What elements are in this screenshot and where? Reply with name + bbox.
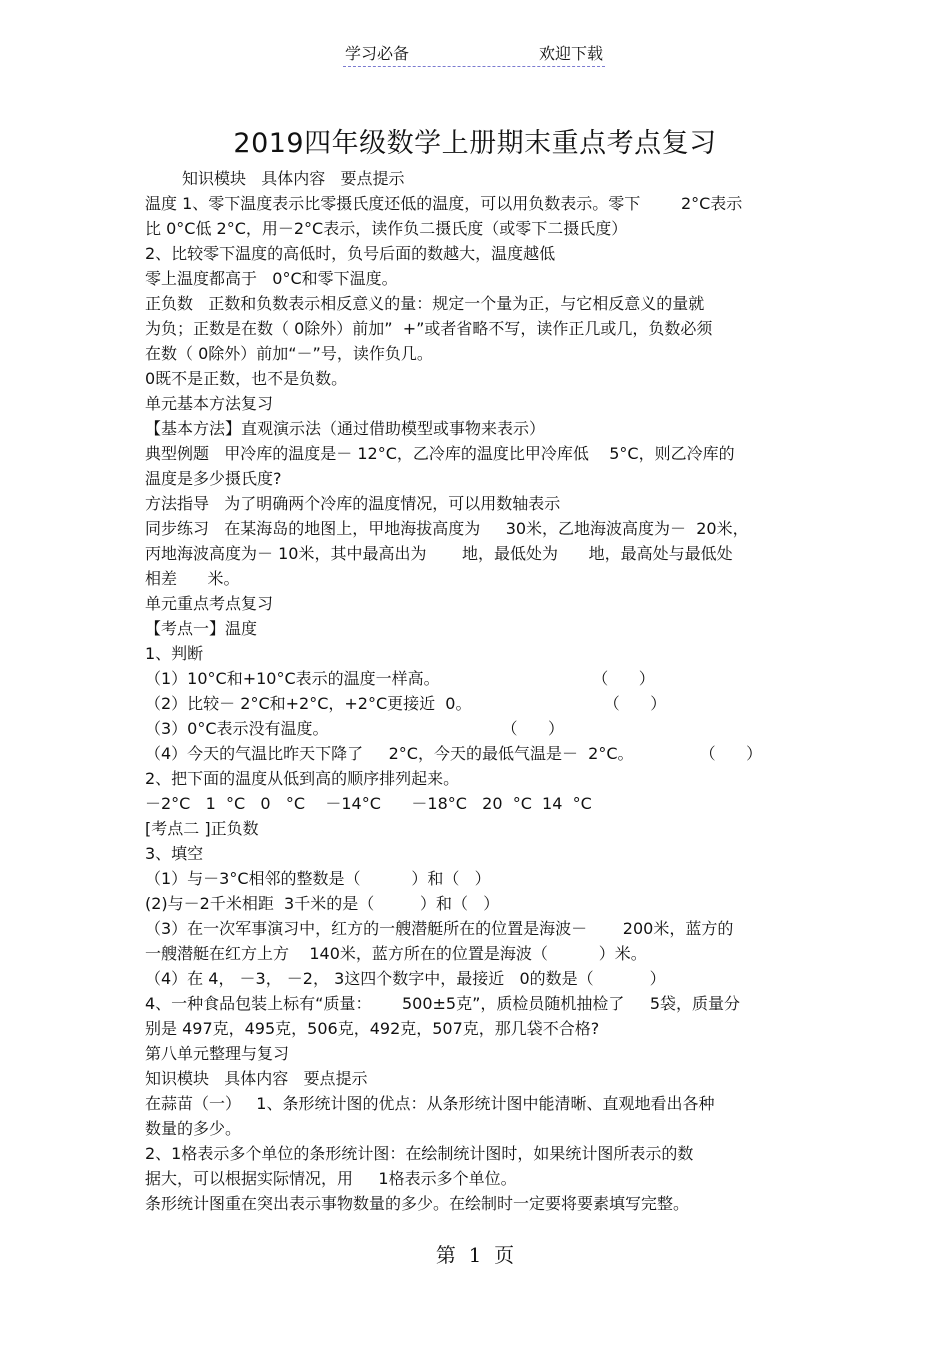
question-line: （2）比较－ 2°C和+2°C，+2°C更接近 0。 （ ） (145, 694, 667, 713)
question-line: （1）与－3°C相邻的整数是（ ）和（ ） (145, 869, 491, 888)
text-line: －2°C 1 °C 0 °C －14°C －18°C 20 °C 14 °C (145, 794, 592, 813)
text-line: 温度 1、零下温度表示比零摄氏度还低的温度，可以用负数表示。零下 2°C表示 (145, 194, 743, 213)
section-header-line: 知识模块 具体内容 要点提示 (182, 169, 405, 188)
text-line: 【基本方法】直观演示法（通过借助模型或事物来表示） (145, 419, 546, 438)
text-line: 丙地海波高度为－ 10米，其中最高出为 地，最低处为 地，最高处与最低处 (145, 544, 733, 563)
text-line: 零上温度都高于 0°C和零下温度。 (145, 269, 398, 288)
page-header (343, 40, 605, 67)
question-line: （1）10°C和+10°C表示的温度一样高。 （ ） (145, 669, 655, 688)
text-line: 数量的多少。 (145, 1119, 242, 1138)
question-line: （4）在 4， －3， －2， 3这四个数字中，最接近 0的数是（ ） (145, 969, 666, 988)
text-line: 1、判断 (145, 644, 204, 663)
text-line: 温度是多少摄氏度? (145, 469, 282, 488)
question-line: 一艘潜艇在红方上方 140米，蓝方所在的位置是海波（ ）米。 (145, 944, 647, 963)
text-line: 3、填空 (145, 844, 204, 863)
section-heading: 单元重点考点复习 (145, 594, 274, 613)
text-line: 知识模块 具体内容 要点提示 (145, 1069, 368, 1088)
text-line: 比 0°C低 2°C，用－2°C表示，读作负二摄氏度（或零下二摄氏度） (145, 219, 628, 238)
text-line: 2、把下面的温度从低到高的顺序排列起来。 (145, 769, 460, 788)
header-right-text: 欢迎下载 (538, 44, 603, 63)
question-line: （3）在一次军事演习中，红方的一艘潜艇所在的位置是海波－ 200米，蓝方的 (145, 919, 734, 938)
section-heading: 单元基本方法复习 (145, 394, 274, 413)
text-line: 为负；正数是在数（ 0除外）前加” +”或者省略不写，读作正几或几，负数必须 (145, 319, 713, 338)
text-line: 方法指导 为了明确两个冷库的温度情况，可以用数轴表示 (145, 494, 561, 513)
text-line: 同步练习 在某海岛的地图上，甲地海拔高度为 30米，乙地海波高度为－ 20米， (145, 519, 749, 538)
question-line: （4）今天的气温比昨天下降了 2°C，今天的最低气温是－ 2°C。 （ ） (145, 744, 763, 763)
text-line: 4、一种食品包装上标有“质量： 500±5克”，质检员随机抽检了 5袋，质量分 (145, 994, 741, 1013)
page-number: 第 1 页 (435, 1243, 515, 1267)
text-line: 0既不是正数，也不是负数。 (145, 369, 348, 388)
text-line: 2、1格表示多个单位的条形统计图：在绘制统计图时，如果统计图所表示的数 (145, 1144, 694, 1163)
document-body (145, 166, 825, 1216)
section-heading: 第八单元整理与复习 (145, 1044, 290, 1063)
question-line: （3）0°C表示没有温度。 （ ） (145, 719, 564, 738)
header-left-text: 学习必备 (345, 44, 410, 63)
text-line: 正负数 正数和负数表示相反意义的量：规定一个量为正，与它相反意义的量就 (145, 294, 705, 313)
section-heading: [考点二 ]正负数 (145, 819, 259, 838)
text-line: 典型例题 甲冷库的温度是－ 12°C，乙冷库的温度比甲冷库低 5°C，则乙冷库的 (145, 444, 735, 463)
text-line: 【考点一】温度 (145, 619, 258, 638)
text-line: 2、比较零下温度的高低时，负号后面的数越大，温度越低 (145, 244, 556, 263)
text-line: 据大，可以根据实际情况，用 1格表示多个单位。 (145, 1169, 517, 1188)
text-line: 别是 497克，495克，506克，492克，507克，那几袋不合格? (145, 1019, 600, 1038)
document-title: 2019四年级数学上册期末重点考点复习 (233, 128, 717, 159)
text-line: 在蒜苗（一） 1、条形统计图的优点：从条形统计图中能清晰、直观地看出各种 (145, 1094, 715, 1113)
text-line: 在数（ 0除外）前加“－”号，读作负几。 (145, 344, 433, 363)
question-line: (2)与－2千米相距 3千米的是（ ）和（ ） (145, 894, 500, 913)
text-line: 条形统计图重在突出表示事物数量的多少。在绘制时一定要将要素填写完整。 (145, 1194, 690, 1213)
text-line: 相差 米。 (145, 569, 240, 588)
